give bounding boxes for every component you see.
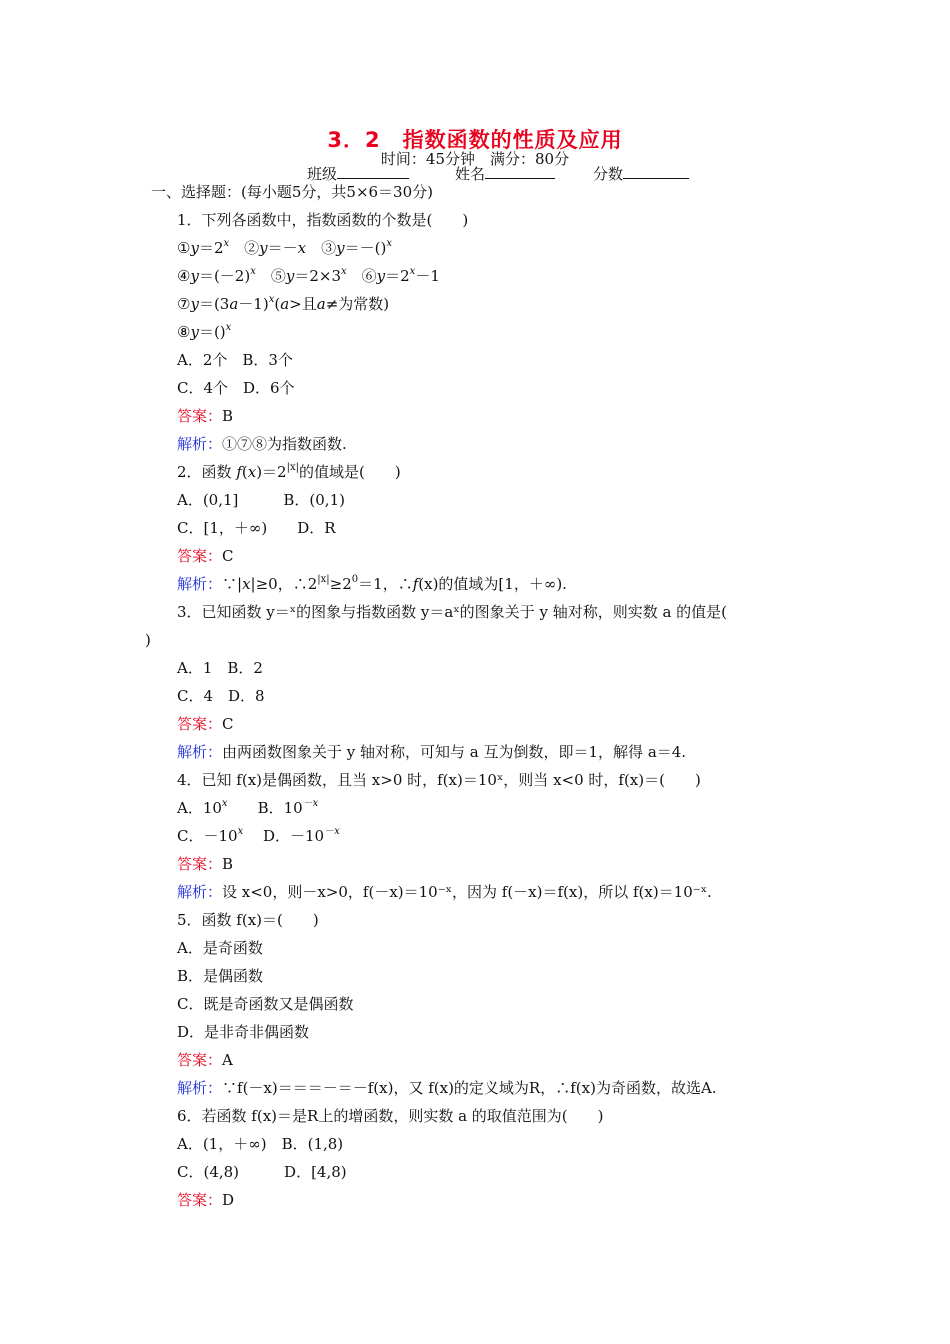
q4-stem: 4．已知 f(x)是偶函数，且当 x>0 时，f(x)＝10ˣ，则当 x<0 时，f(x)＝( )	[177, 771, 701, 789]
time-score-info: 时间：45分钟 满分：80分	[380, 150, 570, 168]
name-label: 姓名	[455, 165, 486, 183]
score-label: 分数	[593, 165, 624, 183]
q2-stem: 2．函数 $f(x)=2^{|x|}$的值域是( )	[177, 462, 401, 481]
page-title: 3．2 指数函数的性质及应用	[327, 128, 623, 152]
q6-options-ab: A．(1，＋∞) B．(1,8)	[177, 1135, 344, 1153]
q3-options-ab: A．1 B．2	[177, 659, 263, 677]
section-heading: 一、选择题：(每小题5分，共5×6＝30分)	[151, 183, 433, 201]
q3-explain: 解析：由两函数图象关于 y 轴对称，可知与 a 互为倒数，即＝1，解得 a＝4.	[177, 743, 687, 761]
q3-options-cd: C．4 D．8	[177, 687, 265, 705]
q4-answer: 答案：B	[177, 855, 234, 873]
q5-explain: 解析：∵f(－x)＝＝＝－＝－f(x)，又 f(x)的定义域为R，∴f(x)为奇函数，故选A.	[177, 1079, 717, 1097]
q1-items-row4: ⑧y＝()$^x$	[177, 322, 232, 341]
q5-option-b: B．是偶函数	[177, 967, 264, 985]
q2-options-ab: A．(0,1] B．(0,1)	[177, 491, 345, 509]
q5-stem: 5．函数 f(x)＝( )	[177, 911, 319, 929]
q1-items-row1: $①y=2^x$ ②y＝－x ③y＝－()$^x$	[177, 238, 392, 257]
q1-options-ab: A．2个 B．3个	[177, 351, 293, 369]
info-fields	[307, 164, 689, 184]
q4-options-cd: C．$-10^x$ D．$-10^{-x}$	[177, 826, 340, 845]
class-label: 班级	[307, 165, 338, 183]
q5-answer: 答案：A	[177, 1051, 233, 1069]
q1-items-row2: $④y=(-2)^x$ $⑤y=2\times 3^x$ $⑥y=2^x-1$	[177, 266, 440, 285]
q6-answer: 答案：D	[177, 1191, 235, 1209]
score-blank	[623, 164, 689, 179]
q6-stem: 6．若函数 f(x)＝是R上的增函数，则实数 a 的取值范围为( )	[177, 1107, 604, 1125]
q2-explain: 解析：∵|x|≥0，$\therefore 2^{|x|}\ge 2^0=1$，∴f(x)的值域为[1，＋∞).	[177, 574, 567, 593]
name-blank	[485, 164, 555, 179]
class-blank	[337, 164, 409, 179]
q1-stem: 1．下列各函数中，指数函数的个数是( )	[177, 211, 469, 229]
q5-option-a: A．是奇函数	[177, 939, 263, 957]
q5-option-d: D．是非奇非偶函数	[177, 1023, 310, 1041]
q2-options-cd: C．[1，＋∞) D．R	[177, 519, 336, 537]
q5-option-c: C．既是奇函数又是偶函数	[177, 995, 354, 1013]
q6-options-cd: C．(4,8) D．[4,8)	[177, 1163, 347, 1181]
q4-options-ab: A．10$^x$ B．$10^{-x}$	[177, 798, 319, 817]
q1-answer: 答案：B	[177, 407, 234, 425]
q1-options-cd: C．4个 D．6个	[177, 379, 295, 397]
q3-stem-wrap: )	[145, 631, 151, 649]
q1-items-row3: $⑦y=(3a-1)^x(a>$且a≠为常数)	[177, 294, 390, 313]
q1-explain: 解析：①⑦⑧为指数函数.	[177, 435, 347, 453]
q2-answer: 答案：C	[177, 547, 234, 565]
q3-stem: 3．已知函数 y＝ˣ的图象与指数函数 y＝aˣ的图象关于 y 轴对称，则实数 a 的值是(	[177, 603, 728, 621]
q3-answer: 答案：C	[177, 715, 234, 733]
q4-explain: 解析：设 x<0，则－x>0，f(－x)＝10⁻ˣ，因为 f(－x)＝f(x)，所以 f(x)＝10⁻ˣ.	[177, 883, 712, 901]
